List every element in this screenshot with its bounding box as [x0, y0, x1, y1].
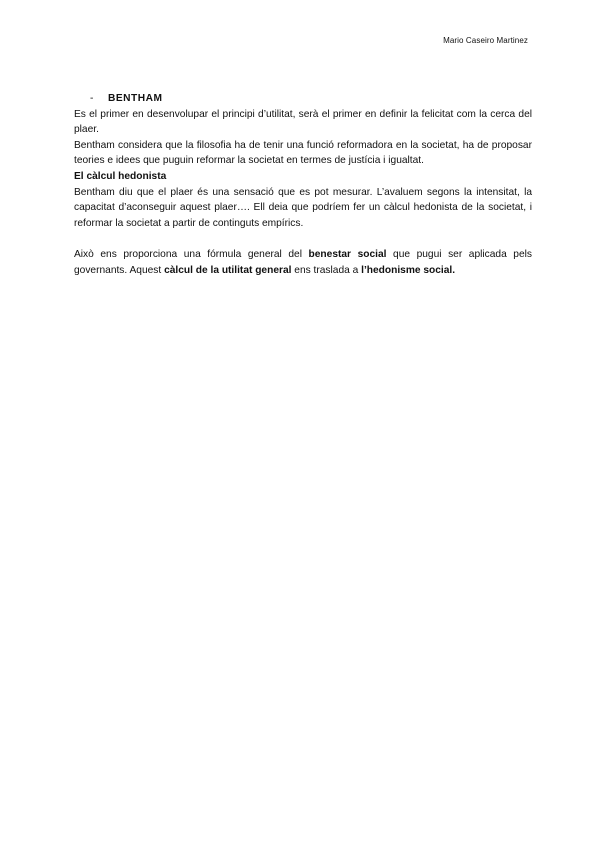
paragraph-4-text-2: que pugui ser aplicada pels governants. Aquest	[74, 248, 533, 276]
paragraph-1: Es el primer en desenvolupar el principi d’utilitat, serà el primer en definir la felicitat com la cerca del plaer.	[74, 108, 532, 136]
paragraph-3: Bentham diu que el plaer és una sensació que es pot mesurar. L’avaluem segons la intensitat, la capacitat d’aconseguir aquest plaer…. Ell deia que podríem fer un càlcul hedonista de la societat, i reformar la societat a partir de continguts empírics.	[74, 186, 532, 229]
section-title: BENTHAM	[108, 93, 163, 104]
spacer	[74, 231, 532, 247]
paragraph-4-bold-1: benestar social	[308, 248, 387, 260]
bullet-dash: -	[90, 93, 94, 104]
paragraph-4	[74, 247, 532, 278]
paragraph-4-text-3: ens traslada a	[291, 264, 362, 276]
page-header-author: Mario Caseiro Martinez	[443, 36, 528, 45]
subheading: El càlcul hedonista	[74, 170, 167, 182]
section-heading	[90, 91, 532, 107]
paragraph-2: Bentham considera que la filosofia ha de tenir una funció reformadora en la societat, ha de proposar teories e idees que puguin reformar la societat en termes de justícia i igualtat.	[74, 139, 532, 167]
paragraph-4-bold-3: l’hedonisme social.	[361, 264, 456, 276]
document-body	[74, 91, 532, 278]
paragraph-4-text-1: Això ens proporciona una fórmula general del	[74, 248, 309, 260]
paragraph-4-bold-2: càlcul de la utilitat general	[164, 264, 292, 276]
